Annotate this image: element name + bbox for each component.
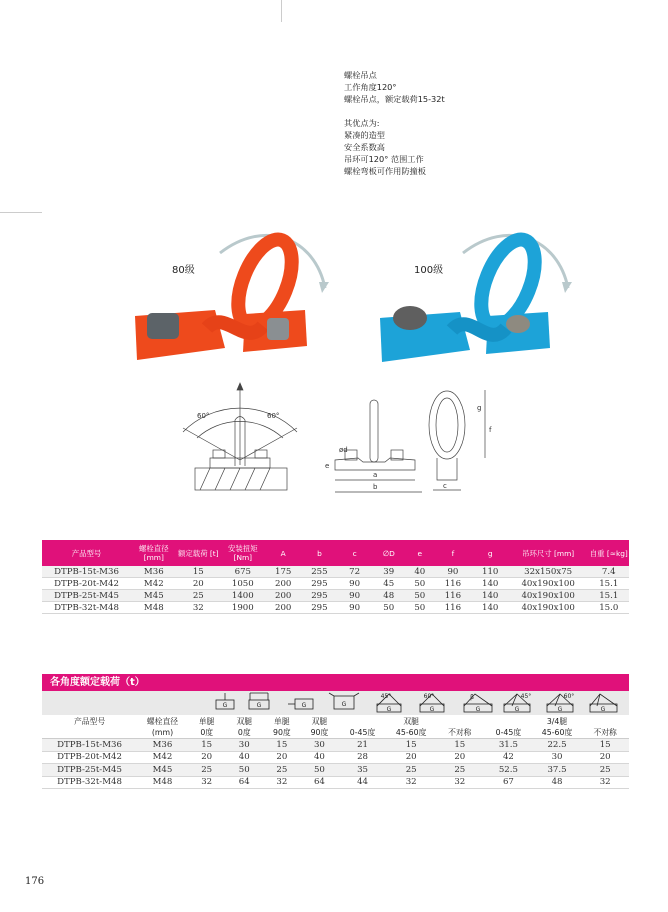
intro-line: 螺栓吊点，额定载荷15-32t xyxy=(344,94,445,104)
table-cell: 30 xyxy=(225,739,263,752)
table-cell: 20 xyxy=(177,578,220,590)
table-cell: 21 xyxy=(338,739,387,752)
angle-mark: 60° xyxy=(423,693,435,700)
table-cell: DTPB-15t-M36 xyxy=(42,566,131,578)
table-cell: 116 xyxy=(433,578,472,590)
table-cell: DTPB-15t-M36 xyxy=(42,739,137,752)
spec-header-cell: A xyxy=(266,540,301,566)
table-cell: 110 xyxy=(473,566,508,578)
table-cell: M42 xyxy=(137,751,188,764)
icon-letter: G xyxy=(222,702,228,709)
table-cell: 7.4 xyxy=(589,566,629,578)
crop-mark-horizontal xyxy=(0,212,42,213)
advantage-item: 吊环可120° 范围工作 xyxy=(344,154,424,164)
header-cell: 90度 xyxy=(263,727,301,739)
table-cell: M48 xyxy=(137,776,188,789)
table-cell: 37.5 xyxy=(533,764,582,777)
dim-d-label: ød xyxy=(339,446,348,454)
header-cell xyxy=(338,716,387,727)
table-cell: M36 xyxy=(131,566,177,578)
table-cell: 116 xyxy=(433,590,472,602)
table-cell: 175 xyxy=(266,566,301,578)
spec-header-cell: f xyxy=(433,540,472,566)
table-row xyxy=(42,602,629,614)
table-cell: 20 xyxy=(263,751,301,764)
table-cell: 15.1 xyxy=(589,590,629,602)
advantage-item: 安全系数高 xyxy=(344,142,385,152)
table-cell: 50 xyxy=(225,764,263,777)
table-cell: 52.5 xyxy=(484,764,533,777)
table-cell: 64 xyxy=(225,776,263,789)
header-cell: 不对称 xyxy=(435,727,484,739)
table-cell: 25 xyxy=(435,764,484,777)
table-cell: 20 xyxy=(435,751,484,764)
table-cell: 25 xyxy=(387,764,436,777)
table-cell: 1050 xyxy=(220,578,266,590)
table-cell: 200 xyxy=(266,590,301,602)
header-cell: 双腿 xyxy=(311,717,328,726)
load-table-banner xyxy=(42,674,629,691)
header-cell: 螺栓直径 xyxy=(146,717,179,726)
table-cell: 15 xyxy=(177,566,220,578)
table-cell: 20 xyxy=(581,751,629,764)
table-cell: DTPB-25t-M45 xyxy=(42,590,131,602)
table-cell: 200 xyxy=(266,578,301,590)
table-cell: 32 xyxy=(263,776,301,789)
header-cell: 产品型号 xyxy=(73,717,106,726)
table-cell: 44 xyxy=(338,776,387,789)
spec-header-cell: 螺栓直径 [mm] xyxy=(131,540,177,566)
table-cell: 50 xyxy=(301,764,339,777)
intro-text xyxy=(344,69,445,177)
table-cell: 32 xyxy=(177,602,220,614)
table-cell: 30 xyxy=(301,739,339,752)
table-cell: 675 xyxy=(220,566,266,578)
table-cell: 39 xyxy=(371,566,406,578)
table-cell: 15 xyxy=(581,739,629,752)
dim-g-label: g xyxy=(477,404,482,412)
table-cell: 40 xyxy=(406,566,433,578)
table-cell: 15.1 xyxy=(589,578,629,590)
table-cell: DTPB-20t-M42 xyxy=(42,751,137,764)
angle-mark: 60° xyxy=(563,693,575,700)
load-table xyxy=(42,716,629,789)
grade-100-label: 100级 xyxy=(414,265,444,276)
angle-left-label: 60° xyxy=(197,412,210,420)
header-cell: 0度 xyxy=(225,727,263,739)
icon-letter: G xyxy=(514,706,520,713)
table-cell: 35 xyxy=(338,764,387,777)
table-cell: 64 xyxy=(301,776,339,789)
page-number: 176 xyxy=(25,876,45,887)
table-cell: 40 xyxy=(301,751,339,764)
spec-header-cell: 自重 [≈kg] xyxy=(589,540,629,566)
table-cell: 32 xyxy=(387,776,436,789)
table-cell: 140 xyxy=(473,602,508,614)
table-row xyxy=(42,566,629,578)
dim-f-label: f xyxy=(489,426,492,434)
dim-e-label: e xyxy=(325,462,330,470)
table-cell: 295 xyxy=(301,602,338,614)
table-cell: DTPB-32t-M48 xyxy=(42,602,131,614)
angle-mark: 45° xyxy=(380,693,392,700)
table-cell: 72 xyxy=(338,566,371,578)
intro-line: 螺栓吊点 xyxy=(344,70,377,80)
spec-header-row xyxy=(42,540,629,566)
table-cell: 22.5 xyxy=(533,739,582,752)
table-cell: M42 xyxy=(131,578,177,590)
load-table-title: 各角度额定载荷（t） xyxy=(50,677,145,688)
table-cell: DTPB-20t-M42 xyxy=(42,578,131,590)
grade-80-label: 80级 xyxy=(172,265,195,276)
table-cell: 15 xyxy=(435,739,484,752)
table-cell: 15.0 xyxy=(589,602,629,614)
table-cell: 40x190x100 xyxy=(508,578,589,590)
icon-letter: G xyxy=(386,706,392,713)
single-leg-90-icon xyxy=(288,699,313,709)
angle-mark: β xyxy=(470,694,474,701)
table-cell: 25 xyxy=(188,764,226,777)
table-cell: 50 xyxy=(406,590,433,602)
table-cell: 295 xyxy=(301,578,338,590)
table-cell: 48 xyxy=(371,590,406,602)
grade-80-product-image xyxy=(125,218,335,368)
header-cell: 0-45度 xyxy=(338,727,387,739)
table-cell: 90 xyxy=(433,566,472,578)
table-cell: DTPB-25t-M45 xyxy=(42,764,137,777)
table-cell: 48 xyxy=(533,776,582,789)
table-cell: 140 xyxy=(473,578,508,590)
table-cell: DTPB-32t-M48 xyxy=(42,776,137,789)
table-cell: 15 xyxy=(387,739,436,752)
advantages-heading: 其优点为: xyxy=(344,118,380,128)
table-cell: 40x190x100 xyxy=(508,590,589,602)
angle-right-label: 60° xyxy=(267,412,280,420)
table-cell: 32 xyxy=(435,776,484,789)
table-cell: 90 xyxy=(338,590,371,602)
spec-header-cell: e xyxy=(406,540,433,566)
dim-a-label: a xyxy=(373,471,378,479)
table-row xyxy=(42,776,629,789)
table-cell: 90 xyxy=(338,602,371,614)
table-cell: 40x190x100 xyxy=(508,602,589,614)
icon-letter: G xyxy=(475,706,481,713)
crop-mark-vertical xyxy=(281,0,282,22)
table-cell: 20 xyxy=(188,751,226,764)
table-cell: 32 xyxy=(188,776,226,789)
angle-mark: 45° xyxy=(520,693,532,700)
advantage-item: 螺栓弯板可作用防撞板 xyxy=(344,166,426,176)
table-cell: M48 xyxy=(131,602,177,614)
header-cell: 45-60度 xyxy=(387,727,436,739)
table-row xyxy=(42,727,629,739)
header-cell xyxy=(484,716,533,727)
icon-letter: G xyxy=(429,706,435,713)
grade-100-product-image xyxy=(368,218,578,368)
header-cell xyxy=(42,727,137,739)
table-row xyxy=(42,764,629,777)
table-cell: 116 xyxy=(433,602,472,614)
spec-header-cell: 安装扭矩 [Nm] xyxy=(220,540,266,566)
spec-table xyxy=(42,540,629,614)
table-cell: 15 xyxy=(263,739,301,752)
table-cell: 42 xyxy=(484,751,533,764)
table-cell: 40 xyxy=(225,751,263,764)
header-cell: 单腿 xyxy=(198,717,215,726)
table-cell: 31.5 xyxy=(484,739,533,752)
header-cell: (mm) xyxy=(137,727,188,739)
table-cell: 140 xyxy=(473,590,508,602)
table-cell: 15 xyxy=(188,739,226,752)
header-cell: 0-45度 xyxy=(484,727,533,739)
dim-b-label: b xyxy=(373,483,378,491)
spec-header-cell: 吊环尺寸 [mm] xyxy=(508,540,589,566)
header-cell: 单腿 xyxy=(274,717,290,726)
header-cell xyxy=(581,716,629,727)
icon-letter: G xyxy=(557,706,563,713)
advantage-item: 紧凑的造型 xyxy=(344,130,385,140)
spec-header-cell: c xyxy=(338,540,371,566)
table-cell: 25 xyxy=(263,764,301,777)
table-row xyxy=(42,590,629,602)
table-cell: 67 xyxy=(484,776,533,789)
table-cell: 1900 xyxy=(220,602,266,614)
icon-letter: G xyxy=(341,701,347,708)
spec-header-cell: 产品型号 xyxy=(42,540,131,566)
header-cell: 3/4腿 xyxy=(546,717,568,726)
table-cell: 25 xyxy=(177,590,220,602)
spec-header-cell: ∅D xyxy=(371,540,406,566)
table-cell: 30 xyxy=(533,751,582,764)
table-row xyxy=(42,716,629,727)
table-row xyxy=(42,578,629,590)
spec-header-cell: 额定载荷 [t] xyxy=(177,540,220,566)
table-row xyxy=(42,739,629,752)
header-cell: 双腿 xyxy=(236,717,253,726)
table-cell: 50 xyxy=(406,602,433,614)
header-cell: 45-60度 xyxy=(533,727,582,739)
table-cell: 32 xyxy=(581,776,629,789)
sling-icon-row xyxy=(42,691,629,715)
icon-letter: G xyxy=(600,706,606,713)
icon-letter: G xyxy=(256,702,262,709)
technical-drawing xyxy=(175,380,515,510)
table-cell: M36 xyxy=(137,739,188,752)
icon-letter: G xyxy=(301,702,307,709)
table-cell: M45 xyxy=(137,764,188,777)
table-row xyxy=(42,751,629,764)
table-cell: 32x150x75 xyxy=(508,566,589,578)
table-cell: 25 xyxy=(581,764,629,777)
table-cell: 45 xyxy=(371,578,406,590)
table-cell: 50 xyxy=(406,578,433,590)
header-cell xyxy=(435,716,484,727)
spec-header-cell: b xyxy=(301,540,338,566)
table-cell: M45 xyxy=(131,590,177,602)
table-cell: 255 xyxy=(301,566,338,578)
table-cell: 295 xyxy=(301,590,338,602)
header-cell: 0度 xyxy=(188,727,226,739)
header-cell: 90度 xyxy=(301,727,339,739)
header-cell: 不对称 xyxy=(581,727,629,739)
table-cell: 28 xyxy=(338,751,387,764)
intro-line: 工作角度120° xyxy=(344,82,397,92)
dim-c-label: c xyxy=(443,482,447,490)
table-cell: 1400 xyxy=(220,590,266,602)
header-cell: 双腿 xyxy=(403,717,419,726)
table-cell: 50 xyxy=(371,602,406,614)
spec-header-cell: g xyxy=(473,540,508,566)
table-cell: 90 xyxy=(338,578,371,590)
table-cell: 200 xyxy=(266,602,301,614)
table-cell: 20 xyxy=(387,751,436,764)
